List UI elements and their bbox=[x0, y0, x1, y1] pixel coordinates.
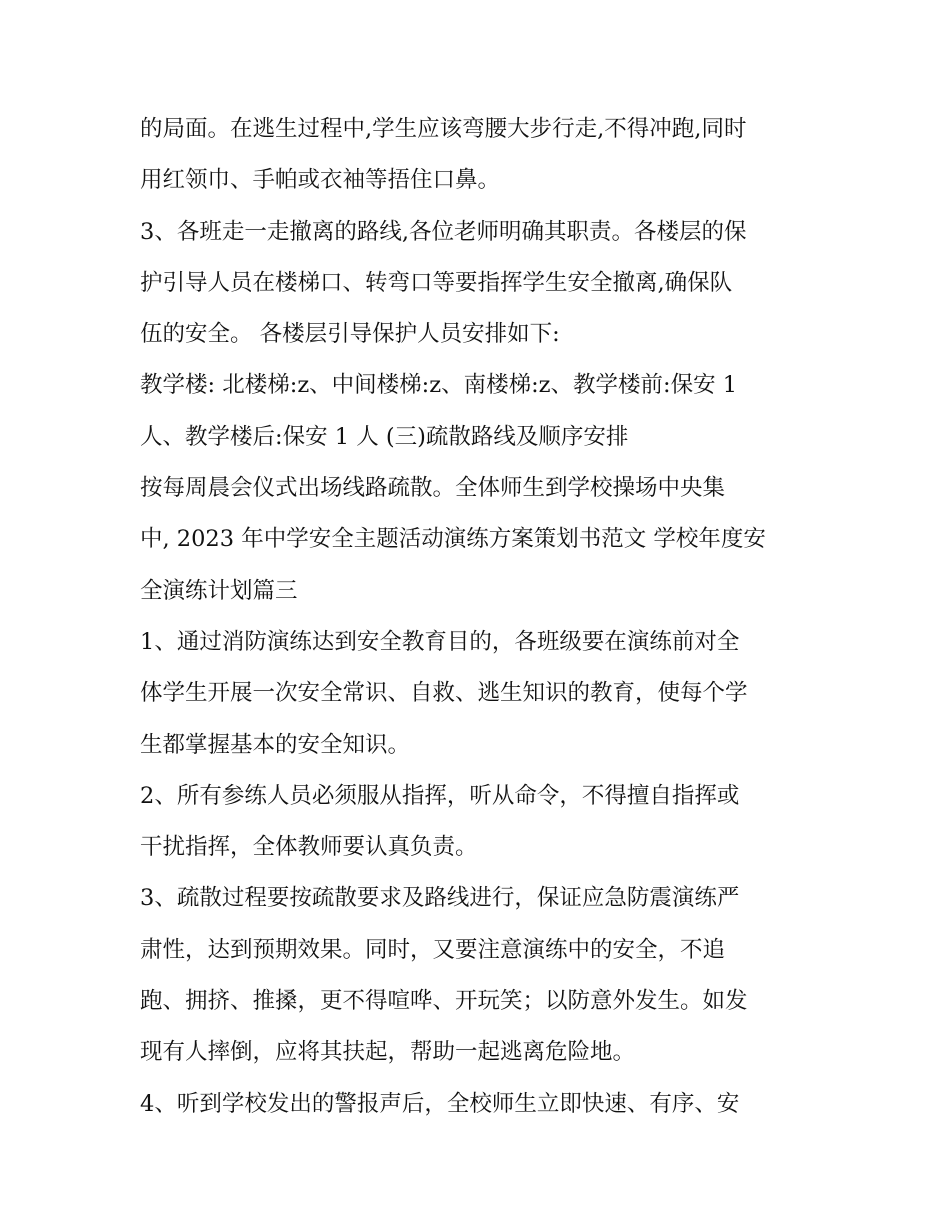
text-line: 的局面。在逃生过程中,学生应该弯腰大步行走,不得冲跑,同时 bbox=[140, 116, 747, 142]
text-line: 肃性，达到预期效果。同时，又要注意演练中的安全，不追 bbox=[140, 936, 726, 963]
text-line: 生都掌握基本的安全知识。 bbox=[140, 731, 411, 758]
text-line: 人、教学楼后:保安 1 人 (三)疏散路线及顺序安排 bbox=[140, 423, 629, 450]
text-line: 教学楼: 北楼梯:z、中间楼梯:z、南楼梯:z、教学楼前:保安 1 bbox=[140, 372, 738, 399]
text-line: 干扰指挥，全体教师要认真负责。 bbox=[140, 834, 478, 861]
text-line: 护引导人员在楼梯口、转弯口等要指挥学生安全撤离,确保队 bbox=[140, 269, 733, 296]
text-line: 3、各班走一走撤离的路线,各位老师明确其职责。各楼层的保 bbox=[140, 218, 747, 245]
text-line: 伍的安全。 各楼层引导保护人员安排如下: bbox=[140, 321, 560, 348]
text-line: 用红领巾、手帕或衣袖等捂住口鼻。 bbox=[140, 167, 501, 194]
text-line: 4、听到学校发出的警报声后，全校师生立即快速、有序、安 bbox=[140, 1090, 740, 1117]
text-line: 全演练计划篇三 bbox=[140, 577, 298, 604]
text-line: 中, 2023 年中学安全主题活动演练方案策划书范文 学校年度安 bbox=[140, 526, 766, 553]
text-line: 现有人摔倒，应将其扶起，帮助一起逃离危险地。 bbox=[140, 1039, 636, 1066]
text-line: 1、通过消防演练达到安全教育目的，各班级要在演练前对全 bbox=[140, 628, 740, 655]
text-line: 2、所有参练人员必须服从指挥，听从命令，不得擅自指挥或 bbox=[140, 782, 740, 809]
text-line: 按每周晨会仪式出场线路疏散。全体师生到学校操场中央集 bbox=[140, 475, 726, 502]
text-line: 跑、拥挤、推搡，更不得喧哗、开玩笑；以防意外发生。如发 bbox=[140, 988, 748, 1015]
document-body bbox=[140, 104, 820, 1130]
text-line: 体学生开展一次安全常识、自救、逃生知识的教育，使每个学 bbox=[140, 680, 748, 707]
text-line: 3、疏散过程要按疏散要求及路线进行，保证应急防震演练严 bbox=[140, 885, 740, 912]
